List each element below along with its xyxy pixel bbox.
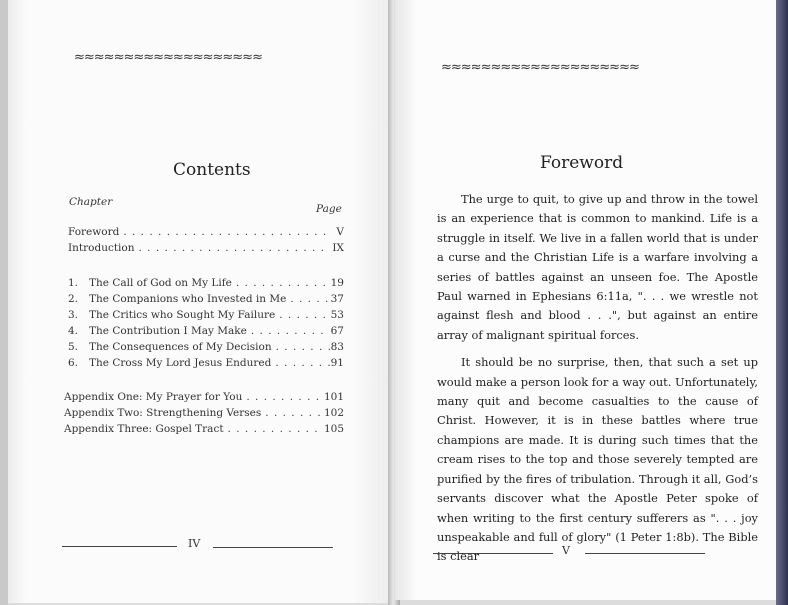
toc-title: The Contribution I May Make bbox=[89, 325, 247, 337]
toc-page-number: V bbox=[336, 226, 344, 238]
top-ornament: ≈≈≈≈≈≈≈≈≈≈≈≈≈≈≈≈≈≈≈≈ bbox=[441, 60, 639, 75]
toc-entry-foreword bbox=[68, 226, 344, 240]
dot-leader bbox=[242, 391, 324, 403]
toc-entry-introduction bbox=[68, 242, 344, 256]
toc-title: Foreword bbox=[68, 226, 120, 238]
footer-rule-right bbox=[213, 547, 333, 548]
page-number: IV bbox=[188, 537, 201, 550]
toc-title: The Cross My Lord Jesus Endured bbox=[89, 357, 272, 369]
left-page bbox=[8, 0, 390, 603]
dot-leader bbox=[135, 242, 331, 254]
page-number: V bbox=[562, 544, 570, 557]
dot-leader bbox=[119, 226, 330, 238]
dot-leader bbox=[275, 309, 330, 321]
toc-page-number: 53 bbox=[330, 309, 344, 321]
toc-page-number: 91 bbox=[330, 357, 344, 369]
toc-page-number: 102 bbox=[323, 407, 344, 419]
toc-page-number: 83 bbox=[330, 341, 344, 353]
toc-title: Appendix One: My Prayer for You bbox=[64, 391, 243, 403]
left-book-edge bbox=[0, 0, 8, 605]
foreword-heading: Foreword bbox=[540, 153, 624, 173]
toc-chapter bbox=[68, 309, 344, 323]
footer-rule-left bbox=[433, 553, 553, 554]
toc-chapter bbox=[68, 341, 344, 355]
toc-title: Introduction bbox=[68, 242, 135, 254]
paragraph: The urge to quit, to give up and throw in the towel is an experience that is common to mankind. Life is a struggle in itself. We live in a fallen world that is under a curse and the Christian Life is a warfare involving a series of battles against an unseen foe. The Apostle Paul warned in Ephesians 6:11a, ". . . we wrestle not against flesh and blood . . .", but against an entire array of malignant spiritual forces. bbox=[437, 192, 758, 342]
toc-chapter bbox=[68, 357, 344, 371]
footer-rule-right bbox=[585, 553, 705, 554]
page-label: Page bbox=[316, 203, 342, 215]
chapter-label: Chapter bbox=[69, 196, 113, 208]
chapter-number: 3. bbox=[68, 309, 79, 321]
toc-page-number: IX bbox=[332, 242, 344, 254]
toc-title: The Critics who Sought My Failure bbox=[89, 309, 276, 321]
dot-leader bbox=[271, 357, 330, 369]
toc-title: Appendix Three: Gospel Tract bbox=[64, 423, 224, 435]
dot-leader bbox=[286, 293, 330, 305]
dot-leader bbox=[272, 341, 330, 353]
toc-chapter bbox=[68, 325, 344, 339]
toc-title: The Companions who Invested in Me bbox=[89, 293, 287, 305]
toc-page-number: 37 bbox=[330, 293, 344, 305]
chapter-number: 5. bbox=[68, 341, 79, 353]
paragraph: It should be no surprise, then, that such a set up would make a person look for a way out. Unfortunately, many quit and become casualties to the cause of Christ. However, it is in these battles where true champions are made. It is during such times that the cream rises to the top and those severely tempted are purified by the fires of tribulation. Through it all, God’s servants discover what the Apostle Peter spoke of when writing to the first century sufferers as ". . . joy unspeakable and full of glory" (1 Peter 1:8b). The Bible is clear bbox=[437, 355, 758, 564]
right-page bbox=[395, 0, 777, 600]
footer-rule-left bbox=[62, 546, 177, 547]
toc-page-number: 105 bbox=[323, 423, 344, 435]
toc-chapter bbox=[68, 293, 344, 307]
dot-leader bbox=[261, 407, 324, 419]
toc-chapter bbox=[68, 277, 344, 291]
toc-page-number: 101 bbox=[323, 391, 344, 403]
chapter-number: 1. bbox=[68, 277, 79, 289]
toc-title: Appendix Two: Strengthening Verses bbox=[64, 407, 262, 419]
dot-leader bbox=[224, 423, 324, 435]
toc-page-number: 67 bbox=[330, 325, 344, 337]
toc-page-number: 19 bbox=[330, 277, 344, 289]
toc-title: The Call of God on My Life bbox=[89, 277, 232, 289]
foreword-body bbox=[437, 190, 758, 567]
dot-leader bbox=[232, 277, 330, 289]
chapter-number: 4. bbox=[68, 325, 79, 337]
contents-heading: Contents bbox=[173, 160, 251, 180]
chapter-number: 2. bbox=[68, 293, 79, 305]
dot-leader bbox=[247, 325, 330, 337]
top-ornament: ≈≈≈≈≈≈≈≈≈≈≈≈≈≈≈≈≈≈≈ bbox=[74, 50, 262, 65]
chapter-number: 6. bbox=[68, 357, 79, 369]
toc-appendix bbox=[64, 423, 344, 437]
right-book-edge bbox=[776, 0, 788, 605]
toc-title: The Consequences of My Decision bbox=[89, 341, 272, 353]
toc-appendix bbox=[64, 407, 344, 421]
toc-appendix bbox=[64, 391, 344, 405]
